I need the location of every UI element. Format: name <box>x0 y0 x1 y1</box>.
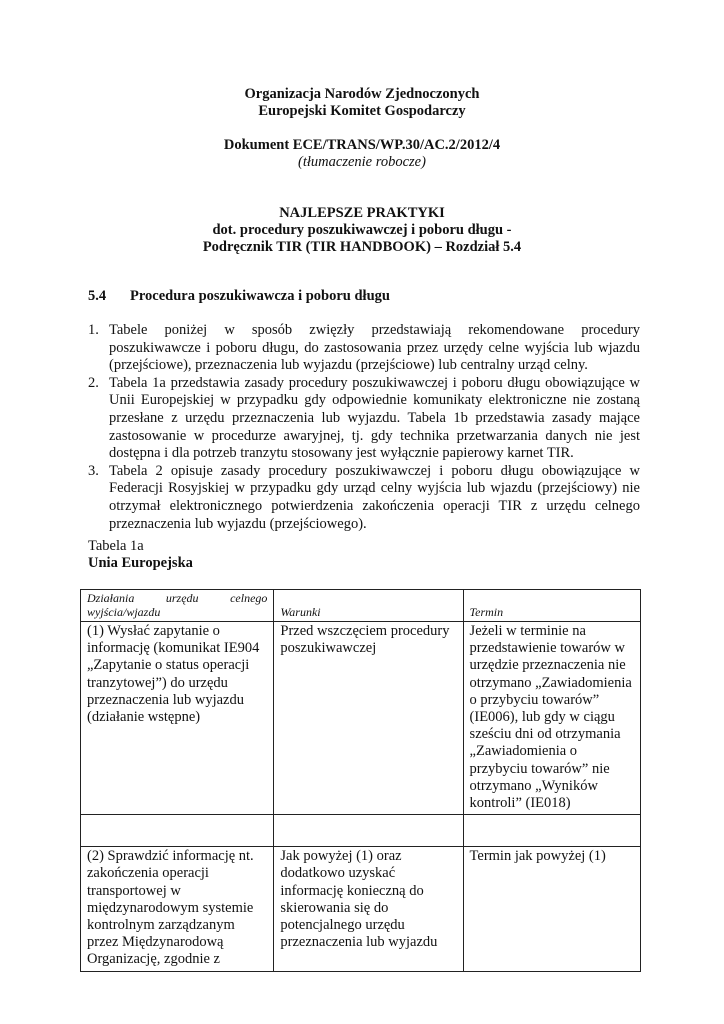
list-item-number: 3. <box>88 462 99 479</box>
table-cell: Przed wszczęciem procedury poszukiwawczej <box>274 622 463 815</box>
table-cell: (2) Sprawdzić informację nt. zakończenia operacji transportowej w międzynarodowym systemie kontrolnym zarządzanym przez Międzynarodową Organizację, zgodnie z <box>81 847 274 971</box>
table-cell: Jak powyżej (1) oraz dodatkowo uzyskać informację konieczną do skierowania się do potencjalnego urzędu przeznaczenia lub wyjazdu <box>274 847 463 971</box>
list-item-text: Tabela 1a przedstawia zasady procedury poszukiwawczej i poboru długu obowiązujące w Unii Europejskiej w przypadku gdy odpowiednie komunikaty elektroniczne nie zostaną przesłane z urzędu przeznaczenia lub wyjazdu. Tabela 1b przedstawia zasady mające zastosowanie w procedurze awaryjnej, tj. gdy technika przetwarzania danych nie jest dostępna i dla potrzeb tranzytu stosowany jest wyłącznie papierowy karnet TIR. <box>109 374 640 462</box>
section-heading <box>88 288 390 305</box>
header-actions: Działania urzędu celnego wyjścia/wjazdu <box>81 590 274 622</box>
document-note: (tłumaczenie robocze) <box>298 154 426 170</box>
list-item-text: Tabele poniżej w sposób zwięzły przedstawiają rekomendowane procedury poszukiwawcze i poboru długu, do zastosowania przez urzędy celne wyjścia lub wjazdu (przejściowe), przeznaczenia lub wyjazdu (przejściowe) lub centralny urząd celny. <box>109 322 640 374</box>
numbered-points <box>88 322 640 533</box>
list-item-number: 2. <box>88 374 99 391</box>
section-number: 5.4 <box>88 288 107 304</box>
table-region: Unia Europejska <box>88 555 193 571</box>
list-item <box>88 463 640 533</box>
list-item <box>88 375 640 463</box>
table-cell: Jeżeli w terminie na przedstawienie towarów w urzędzie przeznaczenia nie otrzymano „Zawiadomienia o przybyciu towarów” (IE006), lub gdy w ciągu sześciu dni od otrzymania „Zawiadomienia o przybyciu towarów” nie otrzymano „Wyników kontroli” (IE018) <box>463 622 640 815</box>
list-item-number: 1. <box>88 322 99 338</box>
title-line-1: NAJLEPSZE PRAKTYKI <box>279 205 445 221</box>
title-line-3: Podręcznik TIR (TIR HANDBOOK) – Rozdział 5.4 <box>202 239 522 255</box>
title-line-2: dot. procedury poszukiwawczej i poboru długu - <box>212 222 512 238</box>
document-number: Dokument ECE/TRANS/WP.30/AC.2/2012/4 <box>223 137 501 153</box>
table-row-spacer <box>81 815 641 847</box>
org-committee: Europejski Komitet Gospodarczy <box>258 103 466 119</box>
org-name: Organizacja Narodów Zjednoczonych <box>244 86 480 102</box>
procedure-table <box>80 589 641 972</box>
table-cell: Termin jak powyżej (1) <box>463 847 640 971</box>
section-title: Procedura poszukiwawcza i poboru długu <box>130 288 390 304</box>
table-label: Tabela 1a <box>88 538 144 554</box>
header-conditions: Warunki <box>274 590 463 622</box>
header-deadline: Termin <box>463 590 640 622</box>
table-cell: (1) Wysłać zapytanie o informację (komunikat IE904 „Zapytanie o status operacji tranzytowej”) do urzędu przeznaczenia lub wyjazdu (działanie wstępne) <box>81 622 274 815</box>
list-item <box>88 322 640 375</box>
list-item-text: Tabela 2 opisuje zasady procedury poszukiwawczej i poboru długu obowiązujące w Federacji Rosyjskiej w przypadku gdy urząd celny wyjścia lub wjazdu (przejściowy) nie otrzymał elektronicznego potwierdzenia zakończenia operacji TIR z urzędu celnego przeznaczenia lub wyjazdu (przejściowego). <box>109 462 640 532</box>
table-header-row <box>81 590 641 622</box>
table-row <box>81 847 641 971</box>
table-row <box>81 622 641 815</box>
